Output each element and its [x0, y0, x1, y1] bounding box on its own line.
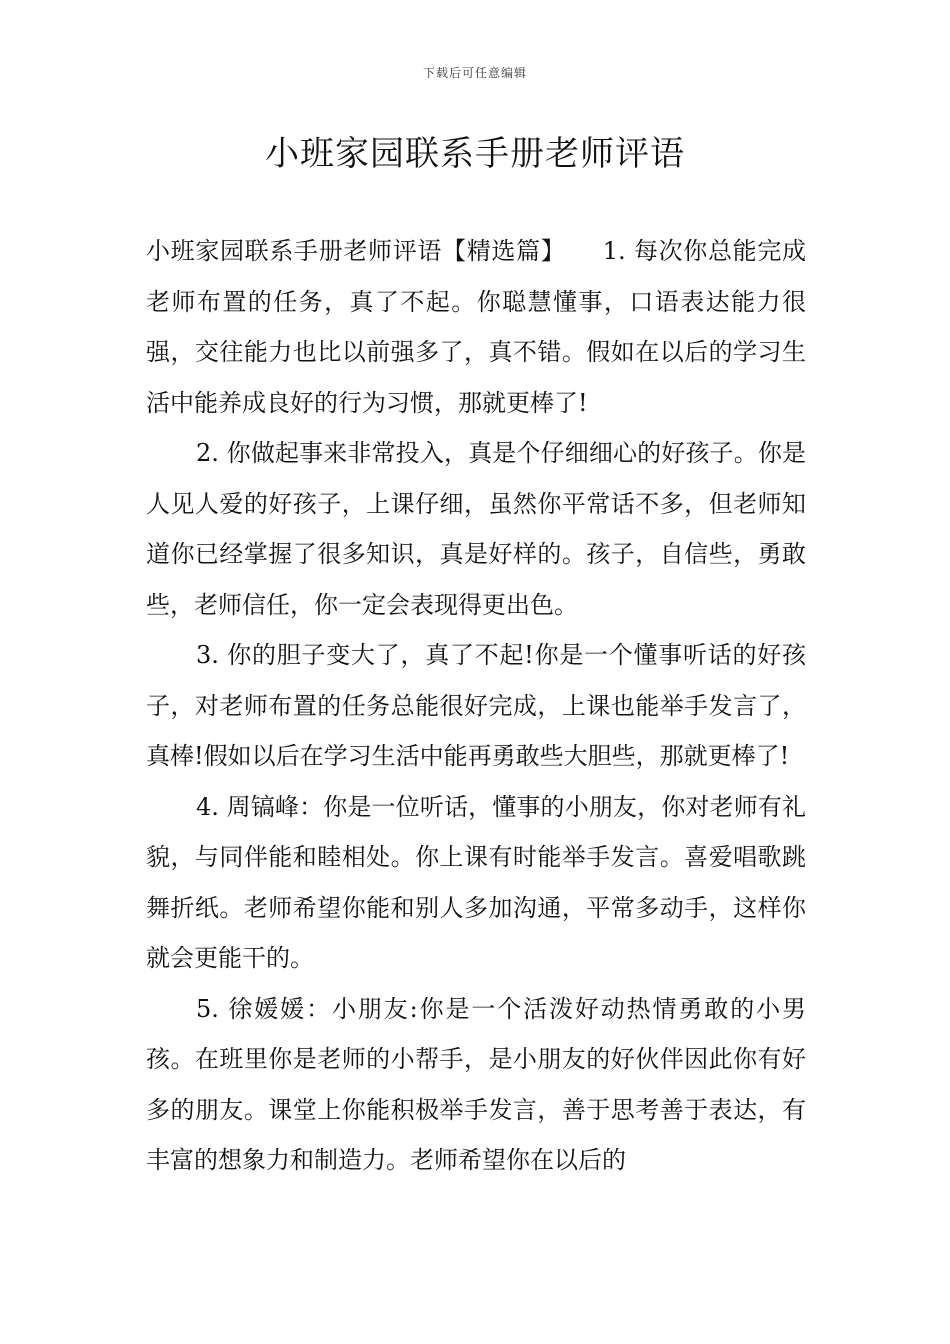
paragraph-1: 小班家园联系手册老师评语【精选篇】 1. 每次你总能完成老师布置的任务，真了不起。你聪慧懂事，口语表达能力很强，交往能力也比以前强多了，真不错。假如在以后的学习生活中能养成良好的行为习惯，那就更棒了! — [146, 237, 806, 417]
document-title: 小班家园联系手册老师评语 — [265, 134, 685, 174]
paragraph-3: 3. 你的胆子变大了，真了不起!你是一个懂事听话的好孩子，对老师布置的任务总能很好完成，上课也能举手发言了，真棒!假如以后在学习生活中能再勇敢些大胆些，那就更棒了! — [146, 641, 806, 770]
paragraph-2: 2. 你做起事来非常投入，真是个仔细细心的好孩子。你是人见人爱的好孩子，上课仔细，虽然你平常话不多，但老师知道你已经掌握了很多知识，真是好样的。孩子，自信些，勇敢些，老师信任，你一定会表现得更出色。 — [146, 439, 806, 619]
header-note: 下载后可任意编辑 — [422, 66, 527, 80]
document-body — [146, 226, 806, 1186]
paragraph-5: 5. 徐媛媛：小朋友:你是一个活泼好动热情勇敢的小男孩。在班里你是老师的小帮手，是小朋友的好伙伴因此你有好多的朋友。课堂上你能积极举手发言，善于思考善于表达，有丰富的想象力和制造力。老师希望你在以后的 — [146, 994, 806, 1174]
paragraph-4: 4. 周镐峰：你是一位听话，懂事的小朋友，你对老师有礼貌，与同伴能和睦相处。你上课有时能举手发言。喜爱唱歌跳舞折纸。老师希望你能和别人多加沟通，平常多动手，这样你就会更能干的。 — [146, 792, 806, 972]
